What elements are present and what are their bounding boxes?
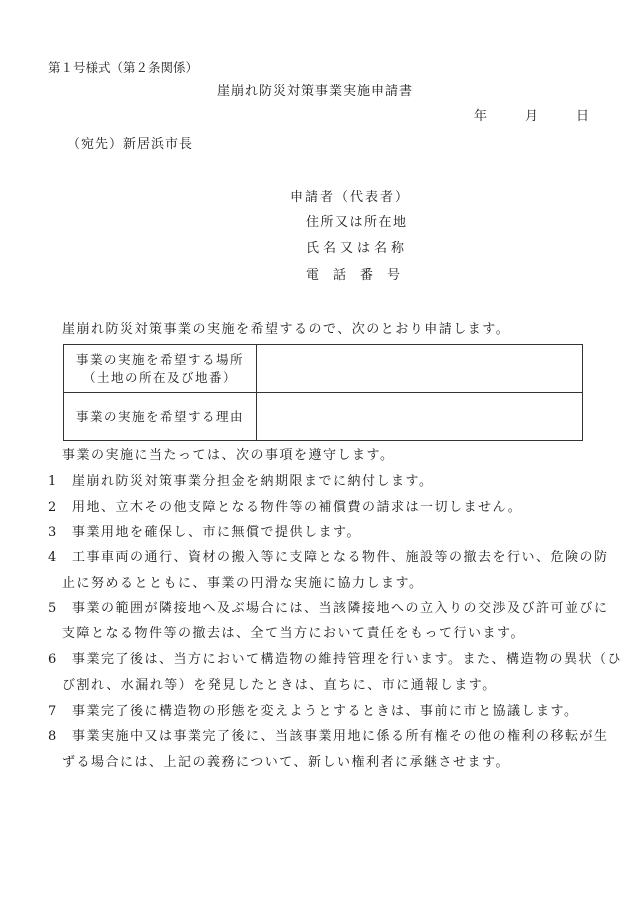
compliance-item-6: 6 事業完了後は、当方において構造物の維持管理を行います。また、構造物の異状（ひ <box>48 652 622 667</box>
location-label-line2: （土地の所在及び地番） <box>82 369 237 385</box>
location-label-line1: 事業の実施を希望する場所 <box>75 351 244 367</box>
location-label-cell <box>64 345 257 393</box>
compliance-item-1: 1 崖崩れ防災対策事業分担金を納期限までに納付します。 <box>48 474 434 489</box>
compliance-item-5-cont: 支障となる物件等の撤去は、全て当方において責任をもって行います。 <box>62 626 525 641</box>
reason-label-cell: 事業の実施を希望する理由 <box>64 393 257 441</box>
compliance-item-7: 7 事業完了後に構造物の形態を変えようとするときは、事前に市と協議します。 <box>48 704 579 719</box>
applicant-heading: 申請者（代表者） <box>290 190 411 205</box>
compliance-item-5: 5 事業の範囲が隣接地へ及ぶ場合には、当該隣接地への立入りの交渉及び許可並びに <box>48 601 609 616</box>
table-row-reason <box>64 393 583 441</box>
date-year-label: 年 <box>474 109 488 124</box>
date-month-label: 月 <box>525 109 539 124</box>
form-number: 第１号様式（第２条関係） <box>48 60 199 75</box>
applicant-name-label: 氏名又は名称 <box>306 241 409 256</box>
date-day-label: 日 <box>576 109 590 124</box>
applicant-phone-label: 電話番号 <box>306 268 415 283</box>
location-value-cell[interactable] <box>257 345 583 393</box>
compliance-item-3: 3 事業用地を確保し、市に無償で提供します。 <box>48 525 361 540</box>
request-table <box>63 344 583 441</box>
table-row-location <box>64 345 583 393</box>
compliance-item-6-cont: び割れ、水漏れ等）を発見したときは、直ちに、市に通報します。 <box>62 678 497 693</box>
date-line <box>474 109 589 125</box>
compliance-item-8: 8 事業実施中又は事業完了後に、当該事業用地に係る所有権その他の権利の移転が生 <box>48 729 609 744</box>
compliance-item-4: 4 工事車両の通行、資材の搬入等に支障となる物件、施設等の撤去を行い、危険の防 <box>48 550 609 565</box>
application-statement: 崖崩れ防災対策事業の実施を希望するので、次のとおり申請します。 <box>62 322 511 337</box>
compliance-item-8-cont: ずる場合には、上記の義務について、新しい権利者に承継させます。 <box>62 755 510 770</box>
applicant-address-label: 住所又は所在地 <box>306 215 408 230</box>
reason-value-cell[interactable] <box>257 393 583 441</box>
compliance-item-2: 2 用地、立木その他支障となる物件等の補償費の請求は一切しません。 <box>48 500 523 515</box>
document-title: 崖崩れ防災対策事業実施申請書 <box>216 84 413 99</box>
addressee: （宛先）新居浜市長 <box>67 137 194 152</box>
compliance-item-4-cont: 止に努めるとともに、事業の円滑な実施に協力します。 <box>62 576 424 591</box>
compliance-intro: 事業の実施に当たっては、次の事項を遵守します。 <box>62 448 395 463</box>
